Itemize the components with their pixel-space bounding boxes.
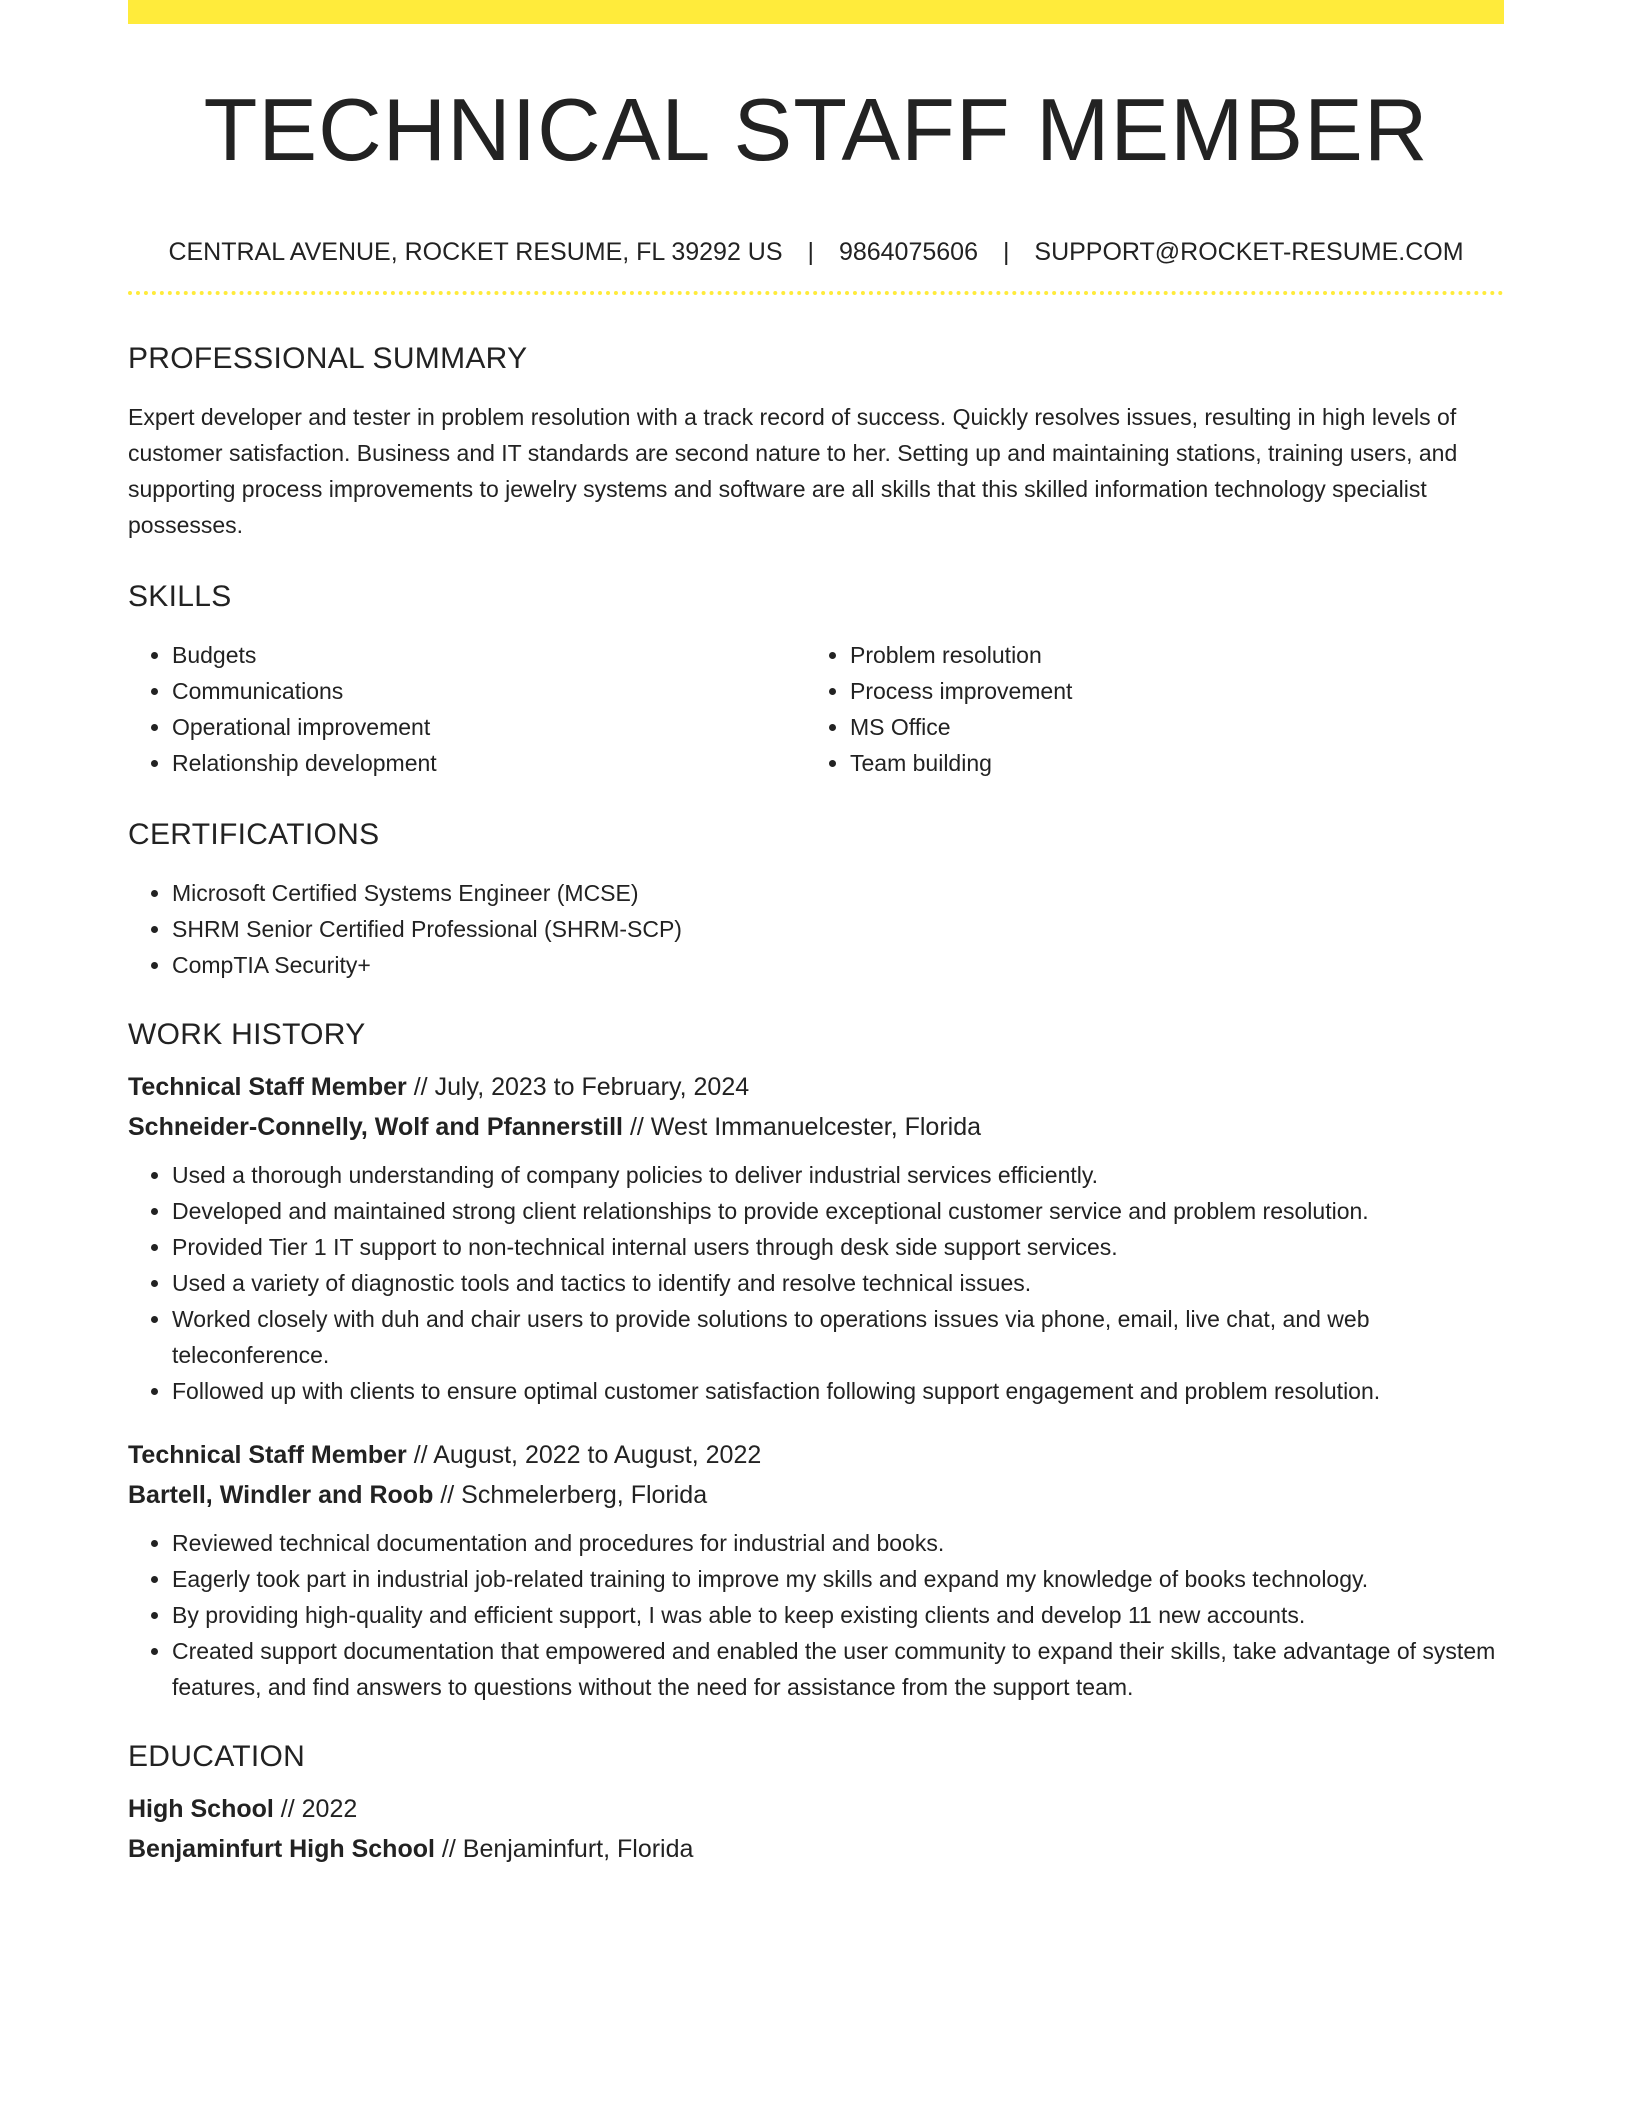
contact-line bbox=[128, 236, 1504, 268]
summary-title: PROFESSIONAL SUMMARY bbox=[128, 342, 528, 375]
job-company: Schneider-Connelly, Wolf and Pfannerstill bbox=[128, 1113, 623, 1141]
job-bullet: • Worked closely with duh and chair users to provide solutions to operations issues via phone, email, live chat, and web teleconference. bbox=[172, 1301, 1504, 1373]
skill-item: • Process improvement bbox=[850, 673, 1504, 709]
skills-title: SKILLS bbox=[128, 580, 232, 613]
skills-list-right bbox=[806, 637, 1504, 781]
skills-list-left bbox=[128, 637, 806, 781]
certifications-section bbox=[128, 817, 1504, 983]
job-role-line bbox=[128, 1067, 1504, 1107]
job-dates: August, 2022 to August, 2022 bbox=[433, 1441, 762, 1469]
education-delimiter: // bbox=[280, 1795, 295, 1823]
job-role: Technical Staff Member bbox=[128, 1441, 407, 1469]
skill-item: • Team building bbox=[850, 745, 1504, 781]
education-title: EDUCATION bbox=[128, 1740, 306, 1773]
job-dates: July, 2023 to February, 2024 bbox=[434, 1073, 750, 1101]
job-role-line bbox=[128, 1435, 1504, 1475]
job-entry bbox=[128, 1435, 1504, 1705]
education-degree: High School bbox=[128, 1795, 274, 1823]
job-bullet: • Eagerly took part in industrial job-related training to improve my skills and expand my knowledge of books technology. bbox=[172, 1561, 1504, 1597]
job-bullet: • Developed and maintained strong client relationships to provide exceptional customer service and problem resolution. bbox=[172, 1193, 1504, 1229]
skill-item: • Relationship development bbox=[172, 745, 806, 781]
job-bullet: • Provided Tier 1 IT support to non-technical internal users through desk side support services. bbox=[172, 1229, 1504, 1265]
contact-separator: | bbox=[807, 238, 814, 266]
skill-item: • MS Office bbox=[850, 709, 1504, 745]
job-bullet: • By providing high-quality and efficient support, I was able to keep existing clients and develop 11 new accounts. bbox=[172, 1597, 1504, 1633]
job-bullets bbox=[128, 1157, 1504, 1409]
job-delimiter: // bbox=[629, 1113, 644, 1141]
certifications-list bbox=[128, 875, 1504, 983]
job-role: Technical Staff Member bbox=[128, 1073, 407, 1101]
work-history-section bbox=[128, 1017, 1504, 1705]
job-bullet: • Followed up with clients to ensure optimal customer satisfaction following support engagement and problem resolution. bbox=[172, 1373, 1504, 1409]
education-school: Benjaminfurt High School bbox=[128, 1835, 435, 1863]
job-location: Schmelerberg, Florida bbox=[461, 1481, 708, 1509]
contact-address: CENTRAL AVENUE, ROCKET RESUME, FL 39292 US bbox=[168, 238, 783, 266]
skills-section bbox=[128, 579, 1504, 781]
job-company-line bbox=[128, 1475, 1504, 1515]
contact-separator: | bbox=[1002, 238, 1010, 266]
certification-item: • CompTIA Security+ bbox=[172, 947, 1504, 983]
job-bullet: • Used a thorough understanding of company policies to deliver industrial services efficiently. bbox=[172, 1157, 1504, 1193]
job-entry bbox=[128, 1067, 1504, 1409]
job-bullets bbox=[128, 1525, 1504, 1705]
job-company: Bartell, Windler and Roob bbox=[128, 1481, 434, 1509]
skills-grid bbox=[128, 637, 1504, 781]
education-location: Benjaminfurt, Florida bbox=[462, 1835, 694, 1863]
education-entry bbox=[128, 1789, 1504, 1869]
skill-item: • Operational improvement bbox=[172, 709, 806, 745]
job-delimiter: // bbox=[413, 1073, 428, 1101]
summary-text: Expert developer and tester in problem resolution with a track record of success. Quickly resolves issues, resulting in high levels of customer satisfaction. Business and IT standards are second nature to her. Setting up and maintaining stations, training users, and supporting process improvements to jewelry systems and software are all skills that this skilled information technology specialist possesses. bbox=[128, 404, 1458, 538]
certifications-title: CERTIFICATIONS bbox=[128, 818, 380, 851]
job-bullet: • Used a variety of diagnostic tools and tactics to identify and resolve technical issues. bbox=[172, 1265, 1504, 1301]
dotted-divider bbox=[128, 291, 1504, 295]
resume-name: TECHNICAL STAFF MEMBER bbox=[203, 80, 1429, 179]
education-year: 2022 bbox=[301, 1795, 358, 1823]
work-history-title: WORK HISTORY bbox=[128, 1018, 366, 1051]
education-delimiter: // bbox=[441, 1835, 456, 1863]
contact-email: SUPPORT@ROCKET-RESUME.COM bbox=[1034, 238, 1464, 266]
certification-item: • Microsoft Certified Systems Engineer (MCSE) bbox=[172, 875, 1504, 911]
job-location: West Immanuelcester, Florida bbox=[650, 1113, 982, 1141]
job-bullet: • Reviewed technical documentation and procedures for industrial and books. bbox=[172, 1525, 1504, 1561]
skill-item: • Budgets bbox=[172, 637, 806, 673]
education-section bbox=[128, 1739, 1504, 1869]
certification-item: • SHRM Senior Certified Professional (SHRM-SCP) bbox=[172, 911, 1504, 947]
skill-item: • Problem resolution bbox=[850, 637, 1504, 673]
contact-phone: 9864075606 bbox=[838, 238, 978, 266]
resume-content bbox=[128, 0, 1504, 1869]
summary-section bbox=[128, 341, 1504, 543]
job-delimiter: // bbox=[413, 1441, 428, 1469]
education-school-line bbox=[128, 1829, 1504, 1869]
job-company-line bbox=[128, 1107, 1504, 1147]
job-bullet: • Created support documentation that empowered and enabled the user community to expand their skills, take advantage of system features, and find answers to questions without the need for assistance from the support team. bbox=[172, 1633, 1504, 1705]
education-degree-line bbox=[128, 1789, 1504, 1829]
skill-item: • Communications bbox=[172, 673, 806, 709]
job-delimiter: // bbox=[440, 1481, 455, 1509]
